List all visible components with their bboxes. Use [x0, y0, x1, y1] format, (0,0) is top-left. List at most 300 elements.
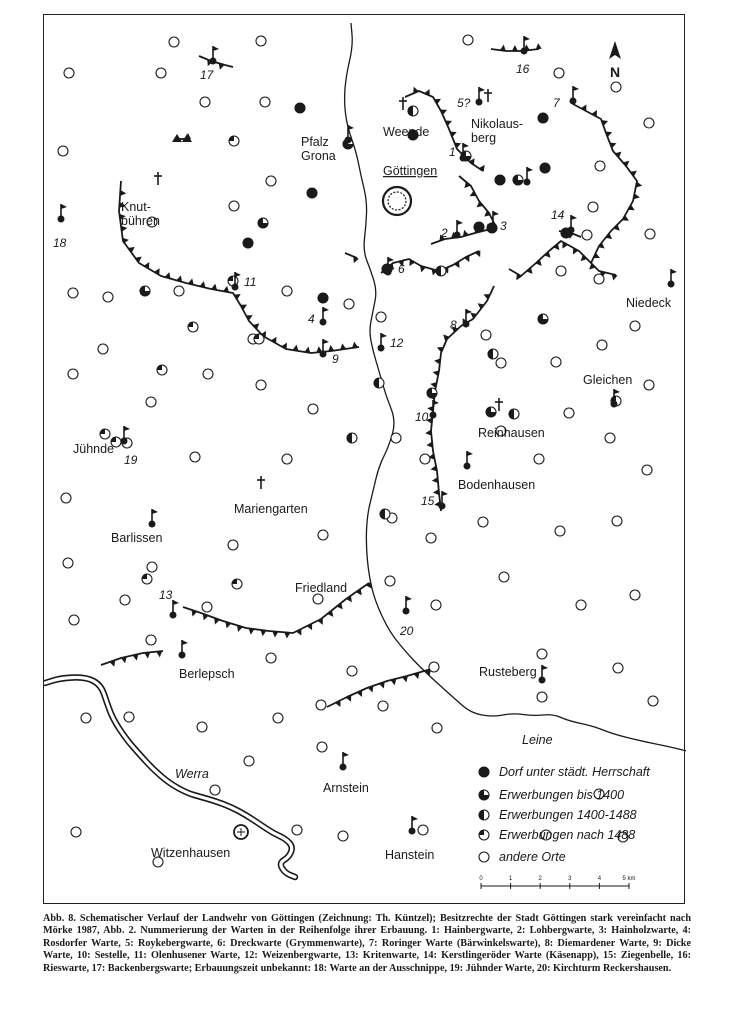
place-symbol: [81, 713, 91, 723]
place-ring: [644, 118, 654, 128]
warte-flag: [235, 272, 241, 277]
place-ring: [420, 454, 430, 464]
warte-number-19: [124, 453, 138, 467]
label-line: 5?: [457, 96, 471, 110]
place-symbol: [594, 274, 604, 284]
place-ring: [81, 713, 91, 723]
warte-flag: [406, 596, 412, 601]
landwehr-line: [459, 176, 497, 229]
place-fill: [307, 188, 317, 198]
label-line: Gleichen: [583, 373, 633, 387]
place-ring: [644, 380, 654, 390]
warte-flag-icon: [149, 509, 159, 528]
place-ring: [648, 696, 658, 706]
place-symbol: [63, 558, 73, 568]
place-label-friedland: [295, 581, 347, 595]
warte-flag-icon: [476, 87, 486, 106]
place-symbol: [98, 344, 108, 354]
place-symbol: [317, 742, 327, 752]
place-symbol: [385, 576, 395, 586]
place-label-nikolausberg: [471, 117, 523, 145]
place-ring: [555, 526, 565, 536]
warte-base: [454, 232, 461, 239]
place-symbol: [228, 540, 238, 550]
place-symbol: [431, 600, 441, 610]
label-line: Barlissen: [111, 531, 163, 545]
place-symbol: [540, 163, 550, 173]
scale-unit-label: 5 km: [622, 876, 636, 882]
hill-icon: [172, 134, 182, 142]
place-symbol: [564, 408, 574, 418]
label-line: 8: [450, 318, 457, 332]
place-symbol: [282, 286, 292, 296]
landwehr-tooth: [293, 345, 299, 351]
warte-number-18: [53, 236, 67, 250]
warte-number-4: [308, 312, 315, 326]
label-line: Jühnde: [73, 442, 115, 456]
label-line: Pfalz: [301, 135, 329, 149]
place-symbol: [376, 312, 386, 322]
warte-base: [430, 412, 437, 419]
place-symbol: [124, 712, 134, 722]
landwehr-tooth: [432, 477, 438, 483]
warte-flag: [524, 36, 530, 41]
warte-base: [568, 227, 575, 234]
place-ring: [431, 600, 441, 610]
warte-flag-icon: [464, 451, 474, 470]
label-line: Reinhausen: [478, 426, 545, 440]
label-line: 2: [441, 226, 448, 240]
place-label-rusteberg: [479, 665, 537, 679]
warte-base: [464, 463, 471, 470]
place-symbol: [538, 314, 548, 324]
label-line: 15: [421, 494, 435, 508]
place-ring: [146, 397, 156, 407]
cloister-cross-icon: [495, 398, 503, 411]
place-ring: [385, 576, 395, 586]
landwehr-tooth: [304, 347, 310, 353]
legend-label-full: [499, 765, 650, 779]
place-symbol: [481, 330, 491, 340]
warte-flag-icon: [454, 220, 464, 239]
place-ring: [496, 358, 506, 368]
place-ring: [147, 562, 157, 572]
place-symbol: [613, 663, 623, 673]
label-line: Mariengarten: [234, 502, 308, 516]
warte-number-8: [450, 318, 457, 332]
place-symbol: [146, 635, 156, 645]
place-fill: [295, 103, 305, 113]
warte-flag: [457, 220, 463, 225]
landwehr-tooth: [211, 284, 217, 290]
place-symbol: [374, 378, 384, 388]
place-symbol: [612, 516, 622, 526]
label-line: andere Orte: [499, 850, 566, 864]
place-ring: [103, 292, 113, 302]
legend-label-three: [499, 788, 624, 802]
place-symbol: [347, 433, 357, 443]
place-symbol: [120, 595, 130, 605]
warte-flag-icon: [463, 309, 473, 328]
landwehr-tooth: [425, 430, 431, 436]
place-ring: [282, 286, 292, 296]
scale-tick-label: 0: [479, 876, 483, 882]
cloister-cross-icon: [257, 476, 265, 489]
landwehr-south-city: [381, 250, 480, 275]
label-line: 6: [398, 262, 405, 276]
place-symbol: [203, 369, 213, 379]
place-symbol: [273, 713, 283, 723]
place-symbol: [420, 454, 430, 464]
warte-flag: [152, 509, 158, 514]
place-ring: [69, 615, 79, 625]
label-line: 19: [124, 453, 138, 467]
place-ring: [554, 68, 564, 78]
legend-symbol-half: [479, 810, 489, 820]
place-label-knutbuehren: [121, 200, 160, 228]
map-canvas: [44, 15, 686, 905]
label-line: Knut-: [121, 200, 151, 214]
warte-flag: [343, 752, 349, 757]
place-fill: [232, 579, 237, 584]
place-ring: [273, 713, 283, 723]
landwehr-tooth: [272, 631, 278, 637]
place-ring: [630, 590, 640, 600]
legend-label-none: [499, 850, 566, 864]
place-fill: [495, 175, 505, 185]
place-symbol: [478, 517, 488, 527]
place-symbol: [488, 349, 498, 359]
place-symbol: [147, 562, 157, 572]
landwehr-line: [345, 253, 357, 258]
warte-flag: [573, 86, 579, 91]
warte-number-10: [415, 410, 429, 424]
place-ring: [228, 540, 238, 550]
place-symbol: [380, 509, 390, 519]
place-ring: [630, 321, 640, 331]
warte-base: [210, 58, 217, 65]
warte-base: [340, 764, 347, 771]
label-line: Bodenhausen: [458, 478, 536, 492]
place-ring: [463, 35, 473, 45]
place-symbol: [157, 365, 167, 375]
place-ring: [594, 274, 604, 284]
place-symbol: [232, 579, 242, 589]
place-symbol: [197, 722, 207, 732]
warte-number-6: [398, 262, 405, 276]
label-line: 9: [332, 352, 339, 366]
landwehr-tooth: [434, 358, 440, 364]
place-fill: [142, 574, 147, 579]
label-line: 12: [390, 336, 404, 350]
landwehr-tooth: [260, 630, 266, 636]
place-label-hanstein: [385, 848, 434, 862]
place-symbol: [427, 388, 437, 398]
warte-flag: [671, 269, 677, 274]
place-fill: [538, 113, 548, 123]
warte-number-1: [449, 145, 456, 159]
place-ring: [58, 146, 68, 156]
landwehr-tooth: [426, 442, 432, 448]
place-ring: [210, 785, 220, 795]
place-ring: [597, 340, 607, 350]
landwehr-rusteberg: [327, 669, 431, 707]
warte-number-11: [244, 275, 256, 289]
label-line: 11: [244, 275, 257, 289]
legend-symbol-three: [479, 790, 489, 800]
map-frame: [43, 14, 685, 904]
warte-base: [170, 612, 177, 619]
river-label-werra: [175, 767, 209, 781]
place-ring: [551, 357, 561, 367]
place-ring: [308, 404, 318, 414]
place-ring: [344, 299, 354, 309]
warte-flag-icon: [409, 816, 419, 835]
place-ring: [313, 594, 323, 604]
place-ring: [605, 433, 615, 443]
warte-flag: [323, 339, 329, 344]
warte-flag: [614, 389, 620, 394]
warte-flag: [182, 640, 188, 645]
place-symbol: [188, 322, 198, 332]
place-ring: [71, 827, 81, 837]
warte-flag: [463, 143, 469, 148]
place-fill: [229, 136, 234, 141]
place-label-mariengarten: [234, 502, 308, 516]
warte-flag-icon: [539, 665, 549, 684]
label-line: Werra: [175, 767, 209, 781]
warte-base: [345, 137, 352, 144]
warte-base: [179, 652, 186, 659]
place-symbol: [202, 602, 212, 612]
place-symbol: [313, 594, 323, 604]
warte-flag-icon: [524, 167, 534, 186]
place-fill: [318, 293, 328, 303]
label-line: Dorf unter städt. Herrschaft: [499, 765, 650, 779]
place-ring: [156, 68, 166, 78]
place-symbol: [408, 106, 418, 116]
label-line: 17: [200, 68, 214, 82]
place-ring: [146, 635, 156, 645]
place-symbol: [378, 701, 388, 711]
place-symbol: [295, 103, 305, 113]
label-line: Grona: [301, 149, 336, 163]
warte-flag: [433, 400, 439, 405]
warte-number-14: [551, 208, 565, 222]
place-symbol: [432, 723, 442, 733]
warte-base: [524, 179, 531, 186]
label-line: 3: [500, 219, 507, 233]
warte-base: [476, 99, 483, 106]
label-line: Leine: [522, 733, 553, 747]
place-symbol: [243, 238, 253, 248]
place-symbol: [645, 229, 655, 239]
place-ring: [376, 312, 386, 322]
place-symbol: [190, 452, 200, 462]
warte-flag: [527, 167, 533, 172]
place-symbol: [555, 526, 565, 536]
place-symbol: [463, 35, 473, 45]
place-symbol: [174, 286, 184, 296]
scale-tick-label: 3: [568, 876, 572, 882]
warte-flag-icon: [179, 640, 189, 659]
place-label-reinhausen: [478, 426, 545, 440]
place-symbol: [229, 136, 239, 146]
place-ring: [478, 517, 488, 527]
warte-flag-icon: [568, 215, 578, 234]
place-ring: [378, 701, 388, 711]
place-symbol: [258, 218, 268, 228]
warte-number-7: [553, 96, 561, 110]
place-symbol: [344, 299, 354, 309]
warte-flag-icon: [320, 339, 330, 358]
scale-tick-label: 1: [508, 876, 513, 882]
place-ring: [61, 493, 71, 503]
place-ring: [391, 433, 401, 443]
place-ring: [68, 369, 78, 379]
place-ring: [499, 572, 509, 582]
warte-flag-icon: [210, 46, 220, 65]
place-symbol: [588, 202, 598, 212]
landwehr-tooth: [328, 345, 334, 351]
label-line: 13: [159, 588, 173, 602]
place-symbol: [318, 530, 328, 540]
place-symbol: [436, 266, 446, 276]
place-symbol: [630, 590, 640, 600]
place-ring: [64, 68, 74, 78]
place-ring: [429, 662, 439, 672]
label-line: 4: [308, 312, 315, 326]
warte-number-2: [440, 226, 448, 240]
place-ring: [613, 663, 623, 673]
north-label: N: [609, 64, 621, 80]
label-line: Erwerbungen bis 1400: [499, 788, 625, 802]
place-ring: [68, 288, 78, 298]
place-symbol: [256, 36, 266, 46]
landwehr-tooth: [120, 190, 126, 196]
warte-base: [611, 401, 618, 408]
place-ring: [292, 825, 302, 835]
place-symbol: [58, 146, 68, 156]
goettingen-wall: [383, 187, 411, 215]
place-symbol: [496, 358, 506, 368]
landwehr-tooth: [512, 45, 518, 51]
place-symbol: [347, 666, 357, 676]
place-symbol: [391, 433, 401, 443]
warte-flag: [493, 211, 499, 216]
warte-number-20: [399, 624, 414, 638]
place-symbol: [316, 700, 326, 710]
label-line: Erwerbungen nach 1488: [499, 828, 636, 842]
place-ring: [202, 602, 212, 612]
label-line: Rusteberg: [479, 665, 537, 679]
place-ring: [432, 723, 442, 733]
place-ring: [282, 454, 292, 464]
place-ring: [534, 454, 544, 464]
place-ring: [338, 831, 348, 841]
place-ring: [244, 756, 254, 766]
warte-flag: [213, 46, 219, 51]
place-symbol: [140, 286, 150, 296]
warte-flag: [388, 257, 394, 262]
place-symbol: [429, 662, 439, 672]
place-symbol: [142, 574, 152, 584]
place-ring: [556, 266, 566, 276]
warte-number-17: [200, 68, 215, 82]
label-line: Göttingen: [383, 164, 438, 178]
warte-flag: [542, 665, 548, 670]
place-ring: [537, 692, 547, 702]
landwehr-tooth: [352, 342, 358, 348]
warte-flag: [323, 307, 329, 312]
place-label-niedeck: [626, 296, 672, 310]
cloister-cross-icon: [399, 97, 407, 110]
place-symbol: [595, 161, 605, 171]
place-ring: [174, 286, 184, 296]
label-line: 20: [400, 624, 414, 638]
place-symbol: [597, 340, 607, 350]
place-fill: [479, 767, 489, 777]
place-ring: [256, 380, 266, 390]
place-label-gleichen: [583, 373, 632, 387]
place-ring: [564, 408, 574, 418]
place-ring: [98, 344, 108, 354]
place-symbol: [61, 493, 71, 503]
place-label-weende: [383, 125, 429, 139]
place-symbol: [229, 201, 239, 211]
place-ring: [120, 595, 130, 605]
warte-flag: [381, 333, 387, 338]
legend-symbol-full: [479, 767, 489, 777]
warte-number-16: [516, 62, 530, 76]
label-line: Berlepsch: [179, 667, 235, 681]
warte-number-5q: [457, 96, 471, 110]
warte-number-9: [332, 352, 339, 366]
place-symbol: [576, 600, 586, 610]
warte-base: [378, 345, 385, 352]
warte-base: [539, 677, 546, 684]
label-line: Witzenhausen: [151, 846, 231, 860]
warte-flag-icon: [320, 307, 330, 326]
warte-flag-icon: [521, 36, 531, 55]
label-line: 16: [516, 62, 530, 76]
place-symbol: [254, 334, 264, 344]
legend-label-quarter: [499, 828, 635, 842]
place-symbol: [426, 533, 436, 543]
warte-base: [490, 223, 497, 230]
label-line: Friedland: [295, 581, 348, 595]
place-symbol: [534, 454, 544, 464]
warte-base: [58, 216, 65, 223]
label-line: Arnstein: [323, 781, 369, 795]
warte-base: [149, 521, 156, 528]
place-symbol: [169, 37, 179, 47]
label-line: 1: [449, 145, 456, 159]
place-fill: [188, 322, 193, 327]
place-symbol: [64, 68, 74, 78]
place-ring: [63, 558, 73, 568]
place-ring: [203, 369, 213, 379]
place-symbol: [509, 409, 519, 419]
place-symbol: [551, 357, 561, 367]
place-symbol: [200, 97, 210, 107]
place-label-barlissen: [111, 531, 162, 545]
place-symbol: [266, 176, 276, 186]
warte-base: [668, 281, 675, 288]
warte-base: [320, 319, 327, 326]
place-ring: [595, 161, 605, 171]
warte-flag: [571, 215, 577, 220]
